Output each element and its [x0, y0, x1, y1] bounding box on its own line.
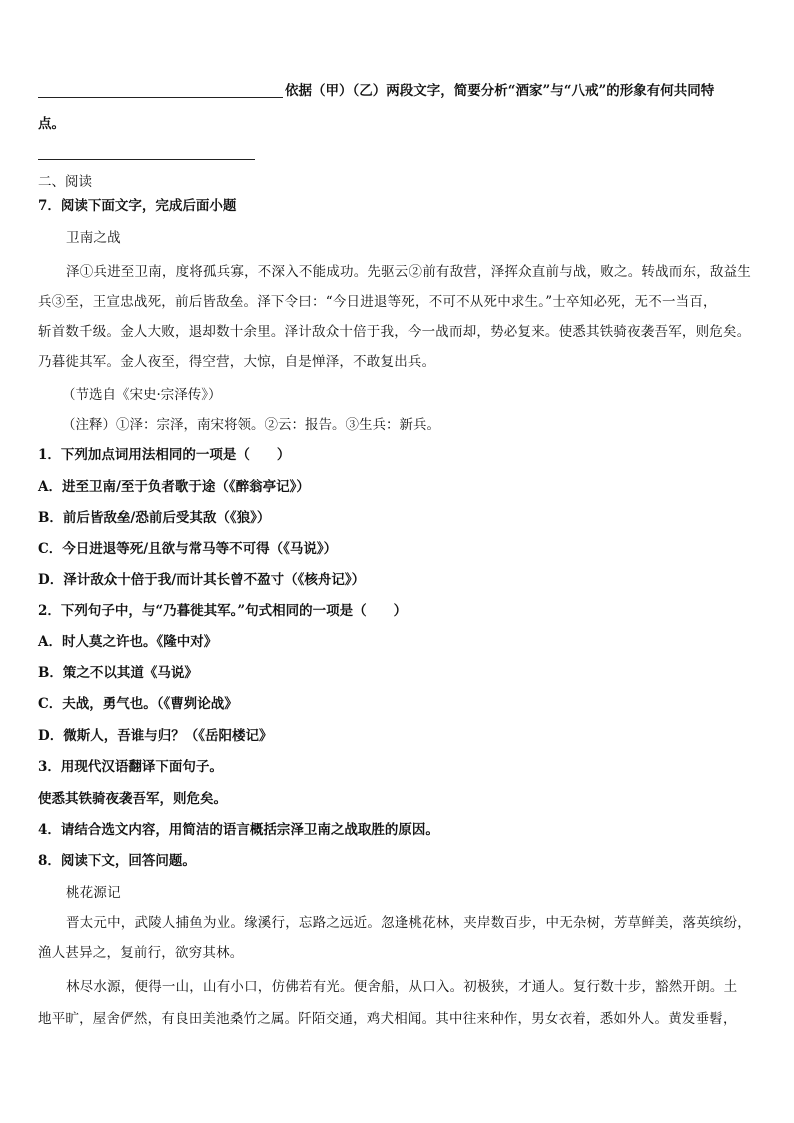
- option: A．时人莫之许也。《隆中对》: [38, 634, 218, 650]
- option: D．泽计敌众十倍于我/而计其长曾不盈寸（《核舟记》）: [38, 572, 366, 588]
- q8-para-line: 地平旷，屋舍俨然，有良田美池桑竹之属。阡陌交通，鸡犬相闻。其中往来种作，男女衣着，悉如外人。黄发垂髫，: [38, 1011, 737, 1027]
- option: D．微斯人，吾谁与归？（《岳阳楼记》: [38, 728, 273, 744]
- question-tail: 依据（甲）（乙）两段文字，简要分析“酒家”与“八戒”的形象有何共同特: [285, 83, 715, 99]
- translate-sentence: 使悉其铁骑夜袭吾军，则危矣。: [38, 791, 227, 807]
- option: B．策之不以其道《马说》: [38, 665, 198, 681]
- question-stem: 2．下列句子中，与“乃暮徙其军。”句式相同的一项是（ ）: [38, 603, 408, 619]
- question-stem: 4．请结合选文内容，用简洁的语言概括宗泽卫南之战取胜的原因。: [38, 822, 439, 838]
- q8-title: 桃花源记: [66, 885, 121, 901]
- answer-line-2: [38, 159, 255, 160]
- option: B．前后皆敌垒/恐前后受其敌（《狼》）: [38, 510, 271, 526]
- q8-para-line: 晋太元中，武陵人捕鱼为业。缘溪行，忘路之远近。忽逢桃花林，夹岸数百步，中无杂树，芳草鲜美，落英缤纷，: [66, 915, 751, 931]
- option: A．进至卫南/至于负者歌于途（《醉翁亭记》）: [38, 479, 310, 495]
- q7-para-line: 乃暮徙其军。金人夜至，得空营，大惊，自是惮泽，不敢复出兵。: [38, 354, 436, 370]
- q7-notes: （注释）①泽：宗泽，南宋将领。②云：报告。③生兵：新兵。: [62, 417, 440, 433]
- q8-prompt: 8．阅读下文，回答问题。: [38, 853, 196, 869]
- question-stem: 3．用现代汉语翻译下面句子。: [38, 759, 223, 775]
- question-tail-2: 点。: [38, 116, 65, 132]
- answer-line-1: [38, 97, 283, 98]
- option: C．今日进退等死/且欲与常马等不可得（《马说》）: [38, 541, 338, 557]
- q7-para-line: 兵③至，王宣忠战死，前后皆敌垒。泽下令曰：“今日进退等死，不可不从死中求生。”士卒知必死，无不一当百，: [38, 294, 717, 310]
- q7-para-line: 泽①兵进至卫南，度将孤兵寡，不深入不能成功。先驱云②前有敌营，泽挥众直前与战，败之。转战而东，敌益生: [66, 264, 751, 280]
- q8-para-line: 渔人甚异之，复前行，欲穷其林。: [38, 945, 244, 961]
- q8-para-line: 林尽水源，便得一山，山有小口，仿佛若有光。便舍船，从口入。初极狭，才通人。复行数十步，豁然开朗。土: [66, 979, 738, 995]
- question-stem: 1．下列加点词用法相同的一项是（ ）: [38, 447, 291, 463]
- section-heading: 二、阅读: [38, 174, 92, 190]
- q7-source: （节选自《宋史·宗泽传》）: [62, 387, 222, 403]
- q7-prompt: 7．阅读下面文字，完成后面小题: [38, 198, 237, 214]
- option: C．夫战，勇气也。（《曹刿论战》: [38, 696, 238, 712]
- q7-para-line: 斩首数千级。金人大败，退却数十余里。泽计敌众十倍于我，今一战而却，势必复来。使悉其铁骑夜袭吾军，则危矣。: [38, 324, 751, 340]
- q7-title: 卫南之战: [66, 230, 121, 246]
